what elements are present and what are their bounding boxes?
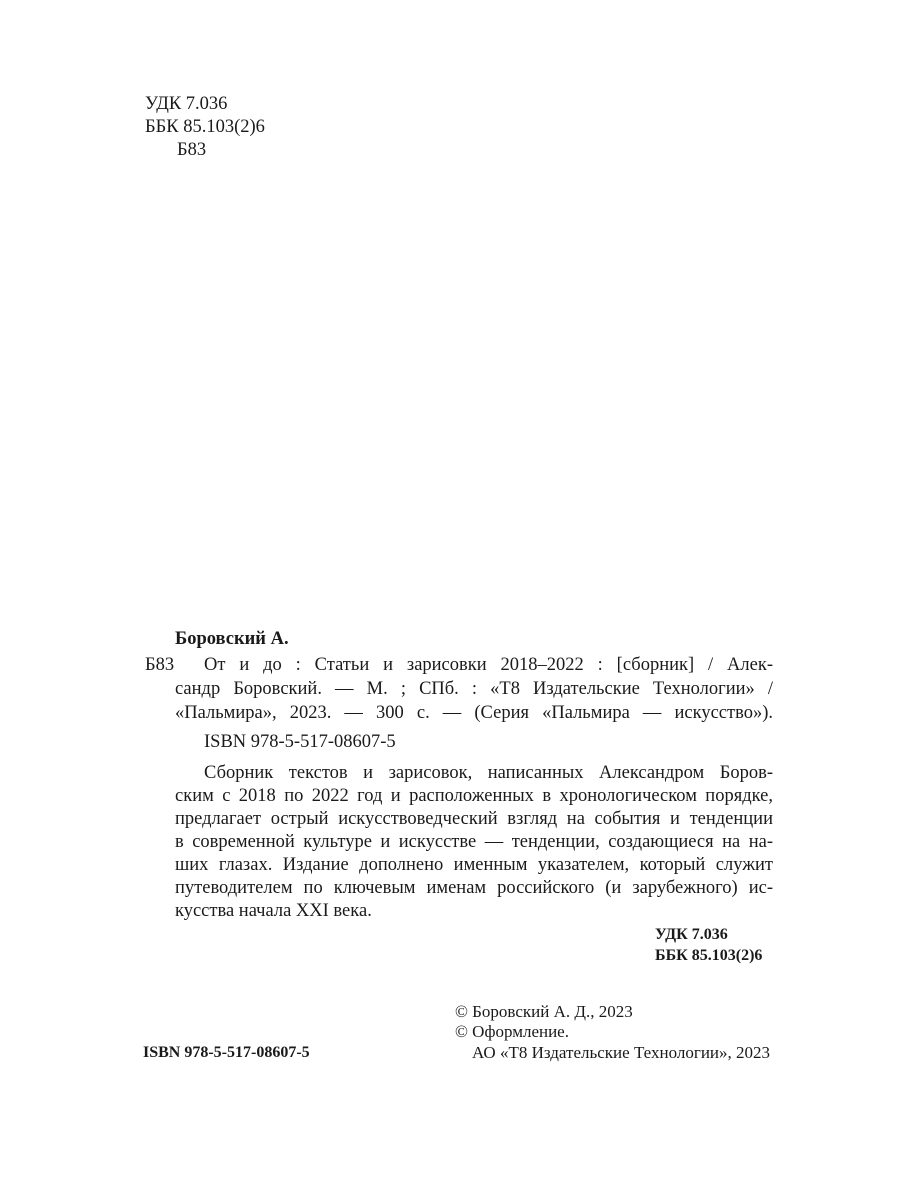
copyright-publisher: АО «Т8 Издательские Технологии», 2023	[472, 1043, 771, 1062]
entry-udk: УДК 7.036	[655, 926, 728, 943]
description-line: сандр Боровский. — М. ; СПб. : «Т8 Издательские Технологии» /	[175, 679, 773, 699]
description-line: От и до : Статьи и зарисовки 2018–2022 : [сборник] / Алек-	[204, 655, 773, 675]
abstract-line: путеводителем по ключевым именам российского (и зарубежного) ис-	[175, 878, 773, 898]
entry-isbn: ISBN 978-5-517-08607-5	[204, 732, 396, 752]
abstract-line: в современной культуре и искусстве — тенденции, создающиеся на на-	[175, 832, 773, 852]
top-bbk: ББК 85.103(2)6	[145, 117, 265, 137]
footer-isbn: ISBN 978-5-517-08607-5	[143, 1044, 310, 1061]
abstract-line: кусства начала XXI века.	[175, 901, 372, 921]
top-udk: УДК 7.036	[145, 94, 228, 114]
entry-author: Боровский А.	[175, 629, 289, 649]
entry-bbk: ББК 85.103(2)6	[655, 947, 763, 964]
description-line: «Пальмира», 2023. — 300 с. — (Серия «Пальмира — искусство»).	[175, 703, 773, 723]
entry-mark: Б83	[145, 655, 175, 675]
copyright-design: © Оформление.	[455, 1022, 569, 1041]
abstract-line: предлагает острый искусствоведческий взгляд на события и тенденции	[175, 809, 773, 829]
abstract-line: ших глазах. Издание дополнено именным указателем, который служит	[175, 855, 773, 875]
abstract-line: Сборник текстов и зарисовок, написанных Александром Боров-	[204, 763, 773, 783]
copyright-author: © Боровский А. Д., 2023	[455, 1002, 633, 1021]
top-author-mark: Б83	[177, 140, 207, 160]
abstract-line: ским с 2018 по 2022 год и расположенных в хронологическом порядке,	[175, 786, 773, 806]
